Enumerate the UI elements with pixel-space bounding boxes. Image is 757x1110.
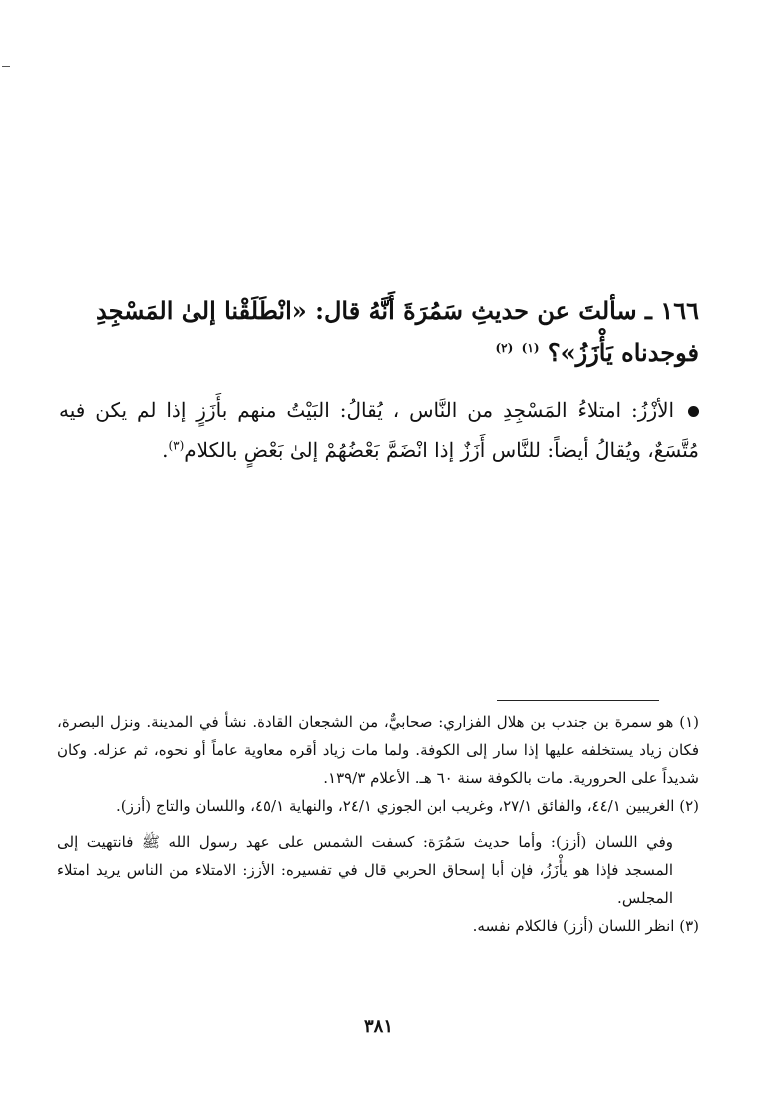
- answer-paragraph: [59, 390, 699, 470]
- answer-text: الأزْزُ: امتلاءُ المَسْجِدِ من النَّاس ، يُقالُ: البَيْتُ منهم بأَزَزٍ إذا لم يكن فيه مُتَّسَعٌ، ويُقالُ أيضاً: للنَّاس أَزَزٌ إذا انْضَمَّ بَعْضُهُمْ إلىٰ بَعْضٍ بالكلام: [59, 398, 699, 462]
- question-paragraph: [59, 290, 699, 374]
- question-text: ١٦٦ ـ سألتَ عن حديثِ سَمُرَةَ أَنَّهُ قال: «انْطَلَقْنا إلىٰ المَسْجِدِ فوجدناه يَأْزَزُ»؟: [96, 296, 699, 367]
- margin-mark: [2, 66, 10, 67]
- footnote-ref-2: (٢): [495, 341, 514, 355]
- footnote-2: (٢) الغريبين ٤٤/١، والفائق ٢٧/١، وغريب ابن الجوزي ٢٤/١، والنهاية ٤٥/١، واللسان والتاج (أزز).: [115, 797, 699, 815]
- footnote-2-continuation: وفي اللسان (أزز): وأما حديث سَمُرَة: كسفت الشمس على عهد رسول الله ﷺ فانتهيت إلى المسجد فإذا هو يأْزَزُ، فإن أبا إسحاق الحربي قال في تفسيره: الأزز: الامتلاء من الناس يريد امتلاء المجلس.: [57, 833, 673, 907]
- main-text-block: [59, 290, 699, 470]
- page-number: ٣٨١: [363, 1016, 393, 1037]
- footnote-divider: [497, 700, 659, 701]
- footnotes-block: [57, 708, 699, 940]
- footnote-ref-3: (٣): [168, 438, 185, 453]
- footnote-3: (٣) انظر اللسان (أزز) فالكلام نفسه.: [472, 917, 699, 935]
- footnote-1: (١) هو سمرة بن جندب بن هلال الفزاري: صحابيٌّ، من الشجعان القادة. نشأ في المدينة. ونزل البصرة، فكان زياد يستخلفه عليها إذا سار إلى الكوفة. ولما مات زياد أقره معاوية عاماً أو نحوه، ثم عزله. وكان شديداً على الحرورية. مات بالكوفة سنة ٦٠ هـ. الأعلام ١٣٩/٣.: [57, 713, 699, 787]
- answer-end: .: [162, 438, 169, 462]
- bullet-icon: [688, 406, 699, 417]
- footnote-ref-1: (١): [521, 341, 540, 355]
